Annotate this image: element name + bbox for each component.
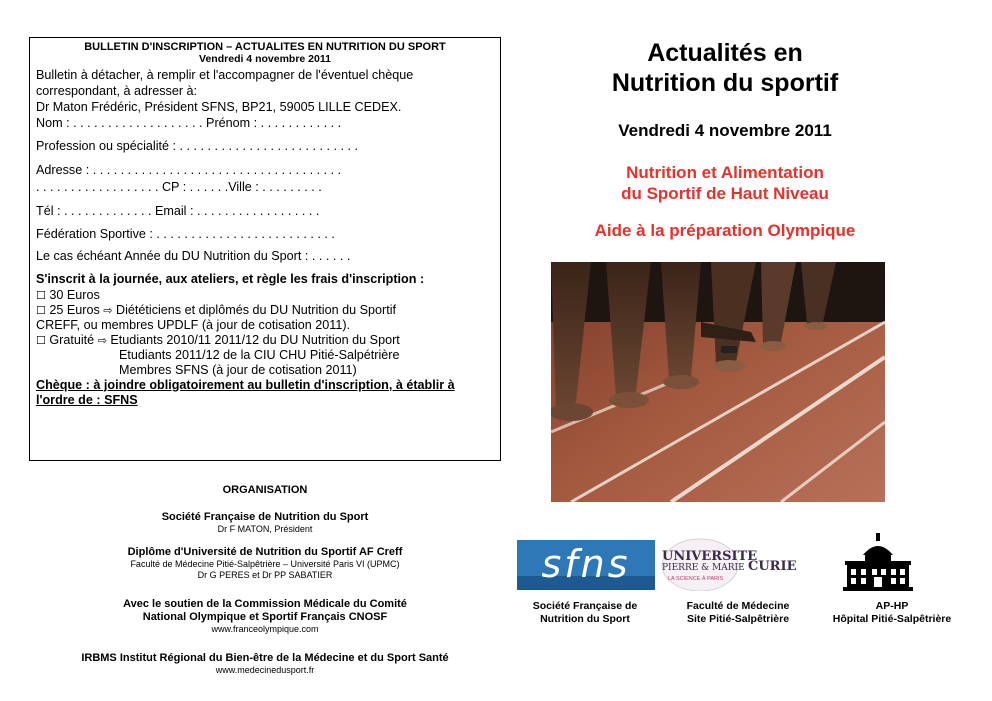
fee-option-detail: Membres SFNS (à jour de cotisation 2011) — [119, 362, 357, 377]
page-title — [560, 38, 890, 98]
sfns-caption — [510, 600, 660, 626]
fee-option-detail: Diététiciens et diplômés du DU Nutrition du Sportif — [116, 302, 396, 317]
form-intro: Bulletin à détacher, à remplir et l'accompagner de l'éventuel chèque correspondant, à adresser à: — [36, 68, 414, 98]
subtitle-nutrition — [560, 162, 890, 204]
fee-option-25[interactable] — [36, 303, 494, 318]
fee-option-free[interactable] — [36, 333, 494, 348]
org-detail: Dr F MATON, Président — [217, 524, 313, 534]
fee-option-detail: Etudiants 2011/12 de la CIU CHU Pitié-Salpétrière — [119, 347, 400, 362]
title-line: Nutrition du sportif — [611, 69, 839, 97]
checkbox-icon[interactable]: ☐ — [36, 303, 46, 317]
event-date: Vendredi 4 novembre 2011 — [618, 121, 832, 140]
upmc-logo-text: UNIVERSITE — [662, 549, 758, 564]
federation-field[interactable]: Fédération Sportive : . . . . . . . . . . . . . . . . . . . . . . . . . . — [36, 227, 335, 241]
registration-form — [29, 37, 501, 461]
logo-caption-line: Hôpital Pitié-Salpêtrière — [832, 613, 952, 625]
sfns-logo — [517, 540, 655, 590]
org-link[interactable]: www.medecinedusport.fr — [215, 665, 315, 675]
hospital-dome-icon — [843, 533, 913, 591]
upmc-logo — [660, 535, 822, 591]
arrow-icon: ⇨ — [97, 333, 107, 347]
org-detail: Faculté de Médecine Pitié-Salpêtrière – Université Paris VI (UPMC) — [130, 559, 400, 569]
logo-caption-line: AP-HP — [875, 600, 909, 612]
org-name: Société Française de Nutrition du Sport — [161, 511, 369, 523]
logo-caption-line: Société Française de — [532, 600, 638, 612]
cheque-note: Chèque : à joindre obligatoirement au bulletin d'inscription, à établir à l'ordre de : SFNS — [36, 377, 455, 407]
organisation-heading — [60, 484, 470, 497]
checkbox-icon[interactable]: ☐ — [36, 288, 46, 302]
du-year-field[interactable]: Le cas échéant Année du DU Nutrition du Sport : . . . . . . — [36, 248, 351, 263]
upmc-logo-tagline: LA SCIENCE À PARIS — [668, 576, 724, 582]
fee-option-30[interactable] — [36, 288, 494, 303]
form-address: Dr Maton Frédéric, Président SFNS, BP21, 59005 LILLE CEDEX. — [36, 100, 402, 114]
cp-ville-field[interactable]: . . . . . . . . . . . . . . . . . . CP : . . . . . .Ville : . . . . . . . . . — [36, 180, 322, 194]
profession-field[interactable]: Profession ou spécialité : . . . . . . . . . . . . . . . . . . . . . . . . . . — [36, 139, 358, 153]
org-du — [60, 546, 470, 581]
adresse-field[interactable]: Adresse : . . . . . . . . . . . . . . . . . . . . . . . . . . . . . . . . . . . . — [36, 162, 342, 177]
upmc-logo-text: CURIE — [748, 559, 797, 574]
checkbox-icon[interactable]: ☐ — [36, 333, 46, 347]
organisation-title: ORGANISATION — [222, 484, 308, 496]
subtitle-olympic: Aide à la préparation Olympique — [594, 221, 856, 240]
org-name: Avec le soutien de la Commission Médicale du Comité — [123, 598, 407, 610]
title-line: Actualités en — [647, 39, 803, 67]
tel-email-field[interactable]: Tél : . . . . . . . . . . . . . Email : . . . . . . . . . . . . . . . . . . — [36, 203, 320, 218]
fee-option-detail: Etudiants 2010/11 2011/12 du DU Nutrition du Sport — [110, 332, 400, 347]
logo-caption-line: Site Pitié-Salpêtrière — [686, 613, 790, 625]
org-detail: Dr G PERES et Dr PP SABATIER — [197, 570, 333, 580]
aphp-caption — [812, 600, 972, 626]
upmc-caption — [668, 600, 808, 626]
org-irbms — [35, 652, 495, 676]
form-title: BULLETIN D'INSCRIPTION – ACTUALITES EN NUTRITION DU SPORT — [84, 41, 446, 53]
form-date: Vendredi 4 novembre 2011 — [199, 53, 331, 65]
subtitle-line: du Sportif de Haut Niveau — [621, 184, 829, 203]
org-sfns — [60, 511, 470, 535]
upmc-logo-text: PIERRE & MARIE — [662, 563, 745, 573]
org-name: Diplôme d'Université de Nutrition du Sportif AF Creff — [127, 546, 403, 558]
fees-heading: S'inscrit à la journée, aux ateliers, et règle les frais d'inscription : — [36, 272, 425, 286]
fee-option-label: 30 Euros — [49, 287, 100, 302]
sfns-logo-text: sfns — [541, 542, 631, 586]
aphp-logo — [843, 533, 913, 591]
subtitle-line: Nutrition et Alimentation — [626, 163, 824, 182]
org-link[interactable]: www.franceolympique.com — [211, 624, 319, 634]
org-cnosf — [60, 598, 470, 635]
fee-option-detail: CREFF, ou membres UPDLF (à jour de cotisation 2011). — [36, 317, 351, 332]
fee-option-label: 25 Euros — [49, 302, 100, 317]
nom-field[interactable]: Nom : . . . . . . . . . . . . . . . . . . . Prénom : . . . . . . . . . . . . — [36, 115, 342, 130]
org-name: National Olympique et Sportif Français CNOSF — [142, 611, 388, 623]
sprinters-photo — [551, 262, 885, 502]
logo-caption-line: Nutrition du Sport — [540, 613, 630, 625]
sprinters-image — [551, 262, 885, 502]
logo-caption-line: Faculté de Médecine — [686, 600, 790, 612]
org-name: IRBMS Institut Régional du Bien-être de la Médecine et du Sport Santé — [81, 652, 449, 664]
arrow-icon: ⇨ — [103, 303, 113, 317]
fee-option-label: Gratuité — [49, 332, 95, 347]
